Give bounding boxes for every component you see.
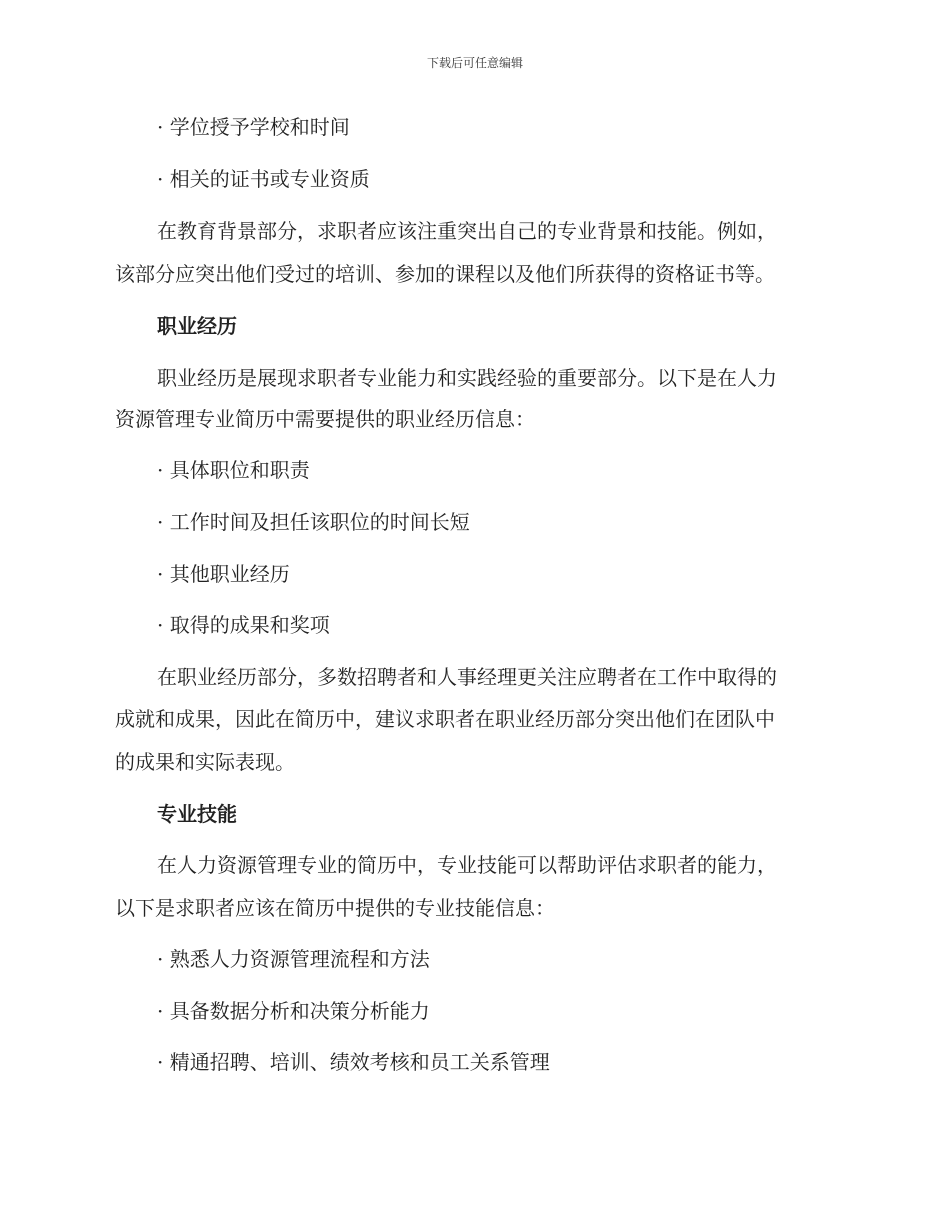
paragraph-line: 以下是求职者应该在简历中提供的专业技能信息： <box>115 896 555 920</box>
bullet-item: · 工作时间及担任该职位的时间长短 <box>157 510 470 534</box>
paragraph-line: 成就和成果，因此在简历中，建议求职者在职业经历部分突出他们在团队中 <box>115 707 775 731</box>
bullet-item: · 其他职业经历 <box>157 562 290 586</box>
paragraph-line: 在教育背景部分，求职者应该注重突出自己的专业背景和技能。例如， <box>157 219 777 243</box>
page-header: 下载后可任意编辑 <box>426 56 523 70</box>
bullet-item: · 学位授予学校和时间 <box>157 115 350 139</box>
paragraph-line: 资源管理专业简历中需要提供的职业经历信息： <box>115 407 535 431</box>
bullet-item: · 具体职位和职责 <box>157 458 310 482</box>
paragraph-line: 该部分应突出他们受过的培训、参加的课程以及他们所获得的资格证书等。 <box>115 262 775 286</box>
bullet-item: · 相关的证书或专业资质 <box>157 167 370 191</box>
bullet-item: · 具备数据分析和决策分析能力 <box>157 999 430 1023</box>
section-heading: 职业经历 <box>157 314 237 338</box>
paragraph-line: 在职业经历部分，多数招聘者和人事经理更关注应聘者在工作中取得的 <box>157 665 777 689</box>
section-heading: 专业技能 <box>157 802 237 826</box>
bullet-item: · 熟悉人力资源管理流程和方法 <box>157 947 430 971</box>
bullet-item: · 取得的成果和奖项 <box>157 613 330 637</box>
paragraph-line: 的成果和实际表现。 <box>115 750 295 774</box>
paragraph-line: 在人力资源管理专业的简历中，专业技能可以帮助评估求职者的能力， <box>157 853 777 877</box>
paragraph-line: 职业经历是展现求职者专业能力和实践经验的重要部分。以下是在人力 <box>157 366 777 390</box>
bullet-item: · 精通招聘、培训、绩效考核和员工关系管理 <box>157 1050 550 1074</box>
